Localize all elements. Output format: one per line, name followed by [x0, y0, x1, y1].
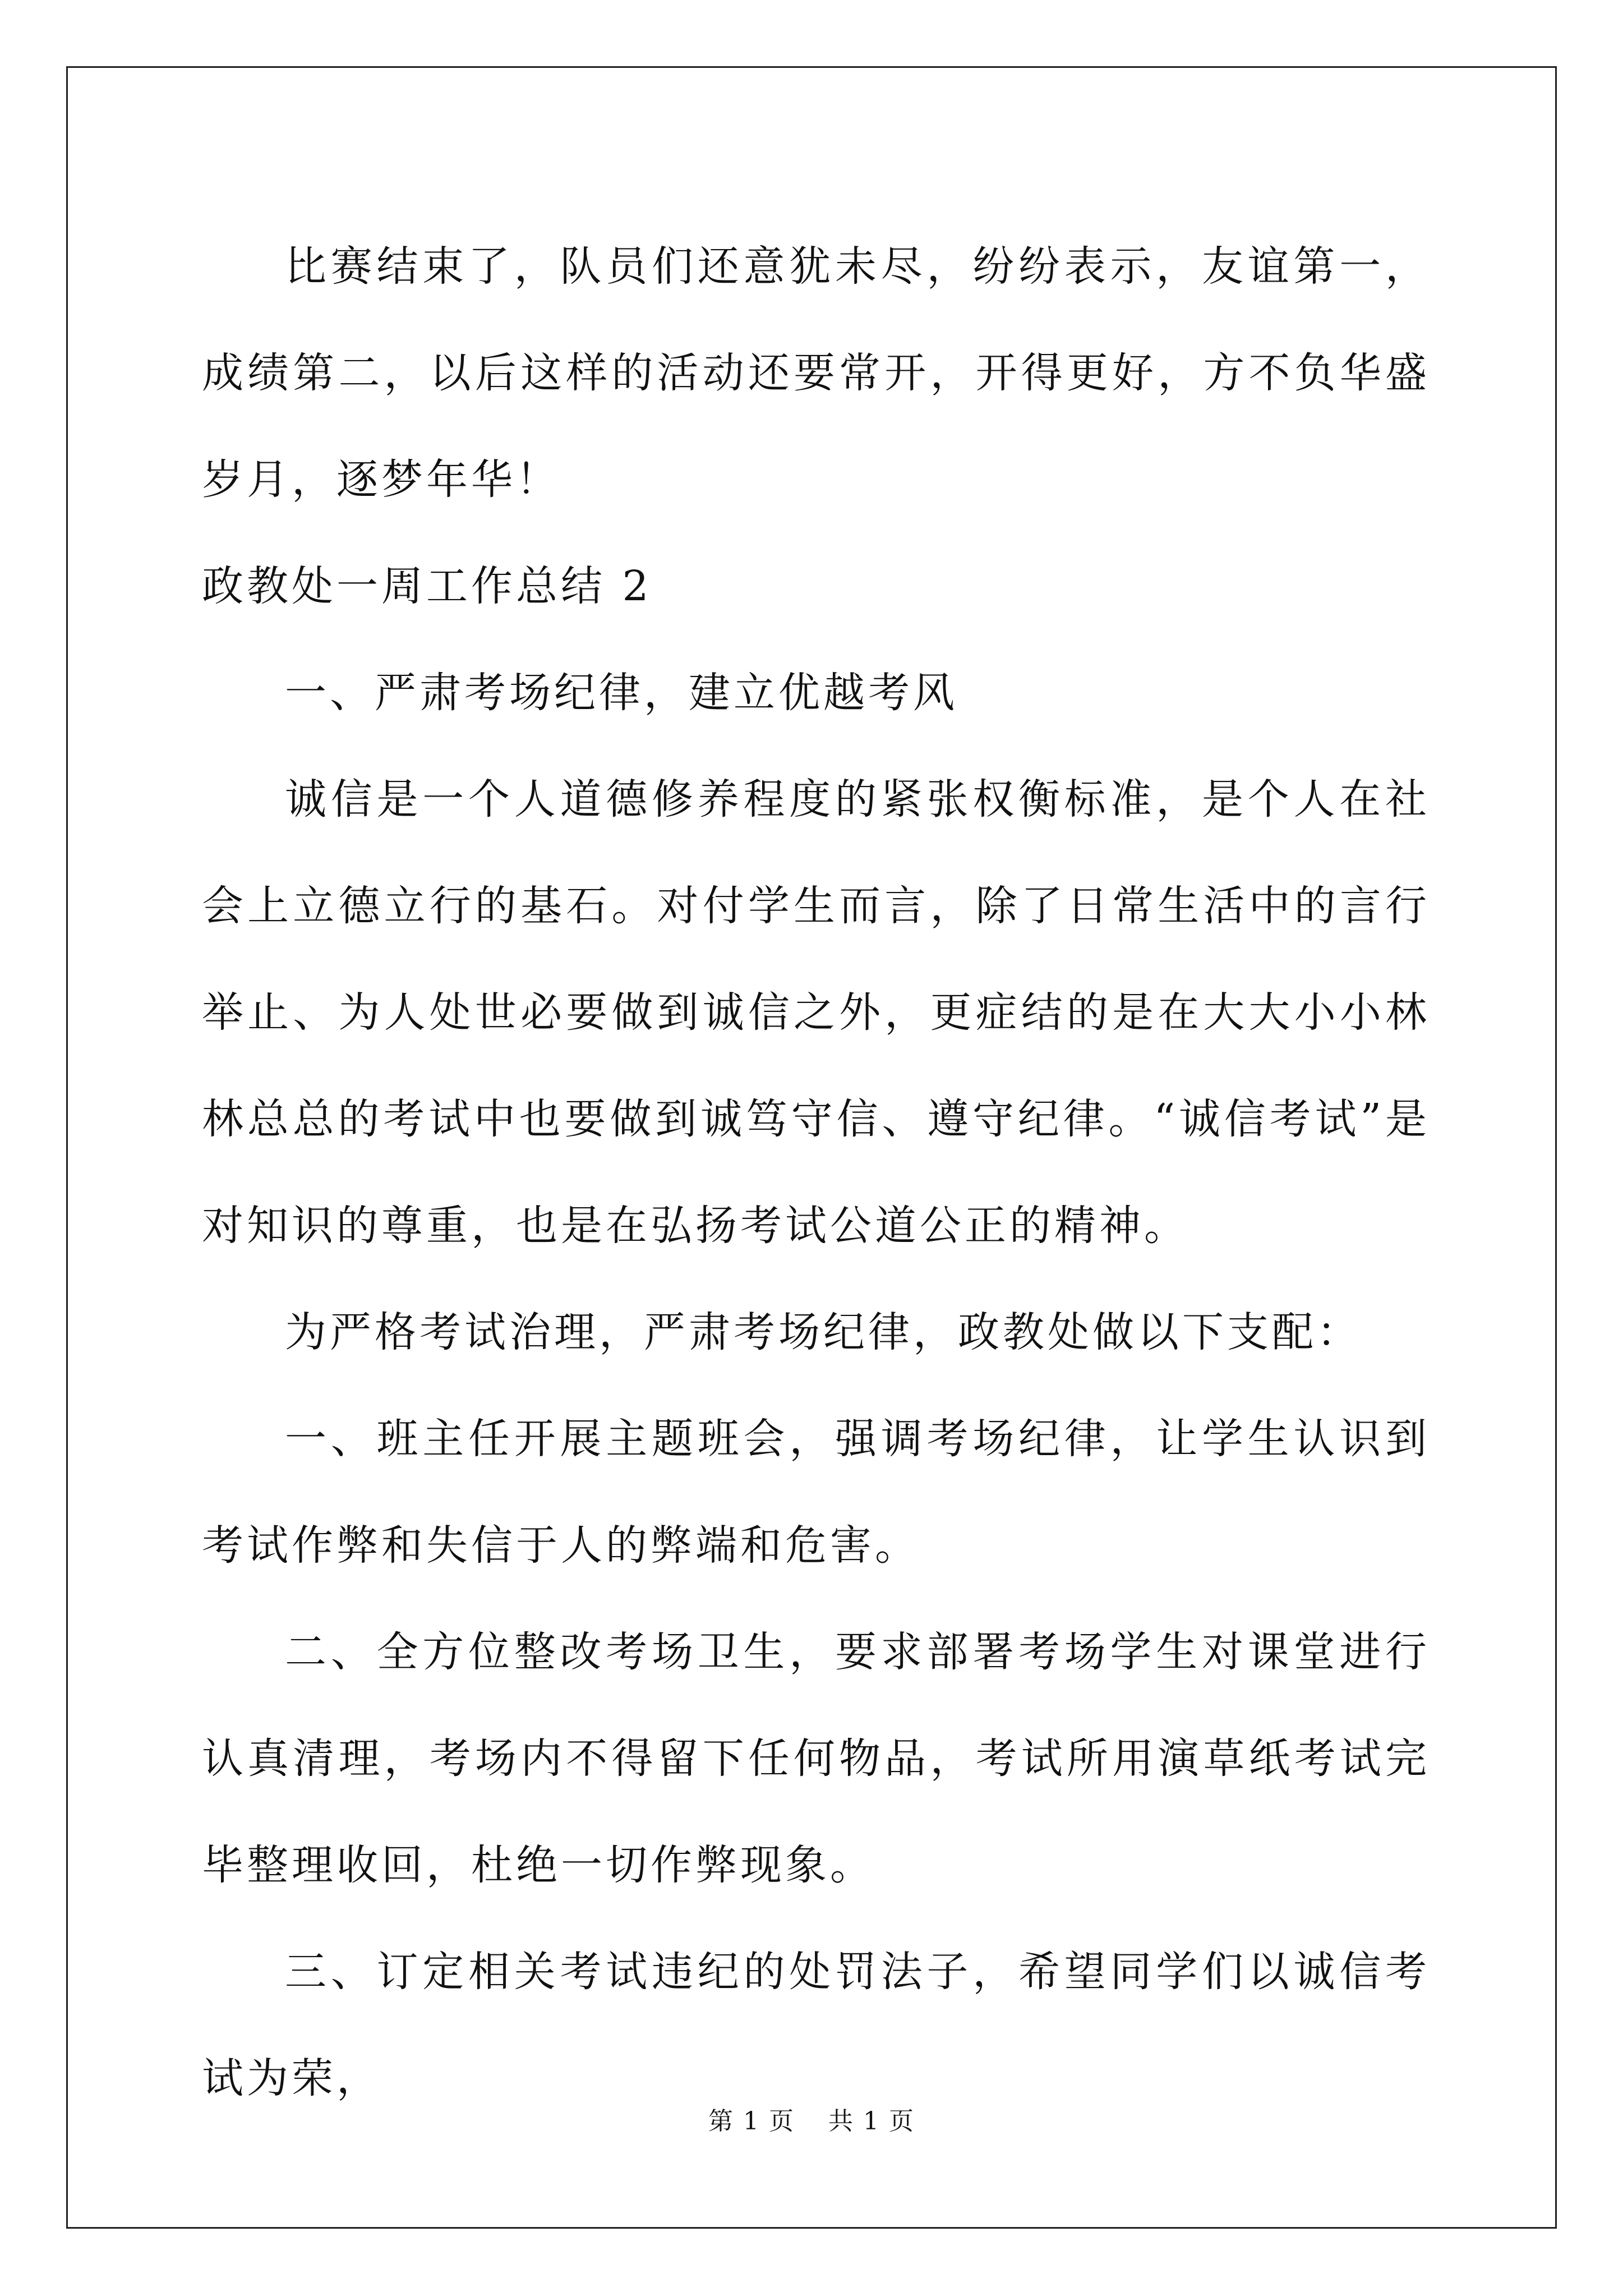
document-body [202, 213, 1430, 2132]
paragraph-integrity: 诚信是一个人道德修养程度的紧张权衡标准，是个人在社会上立德立行的基石。对付学生而言，除了日常生活中的言行举止、为人处世必要做到诚信之外，更症结的是在大大小小林林总总的考试中也要做到诚笃守信、遵守纪律。“诚信考试”是对知识的尊重，也是在弘扬考试公道公正的精神。 [202, 775, 1430, 1250]
paragraph-item-two: 二、全方位整改考场卫生，要求部署考场学生对课堂进行认真清理，考场内不得留下任何物品，考试所用演草纸考试完毕整理收回，杜绝一切作弊现象。 [202, 1628, 1430, 1889]
paragraph-match-ending: 比赛结束了，队员们还意犹未尽，纷纷表示，友谊第一，成绩第二，以后这样的活动还要常开，开得更好，方不负华盛岁月，逐梦年华！ [202, 242, 1430, 504]
page-number: 第 1 页 [708, 2107, 795, 2136]
page-footer [0, 2101, 1623, 2137]
paragraph-item-three: 三、订定相关考试违纪的处罚法子，希望同学们以诚信考试为荣， [202, 1948, 1430, 2102]
paragraph-item-one: 一、班主任开展主题班会，强调考场纪律，让学生认识到考试作弊和失信于人的弊端和危害。 [202, 1415, 1430, 1570]
section-heading: 政教处一周工作总结 2 [202, 562, 652, 610]
page-total: 共 1 页 [828, 2107, 915, 2136]
paragraph-arrangement: 为严格考试治理，严肃考场纪律，政教处做以下支配： [285, 1308, 1362, 1356]
paragraph-section-title: 一、严肃考场纪律，建立优越考风 [285, 669, 958, 717]
